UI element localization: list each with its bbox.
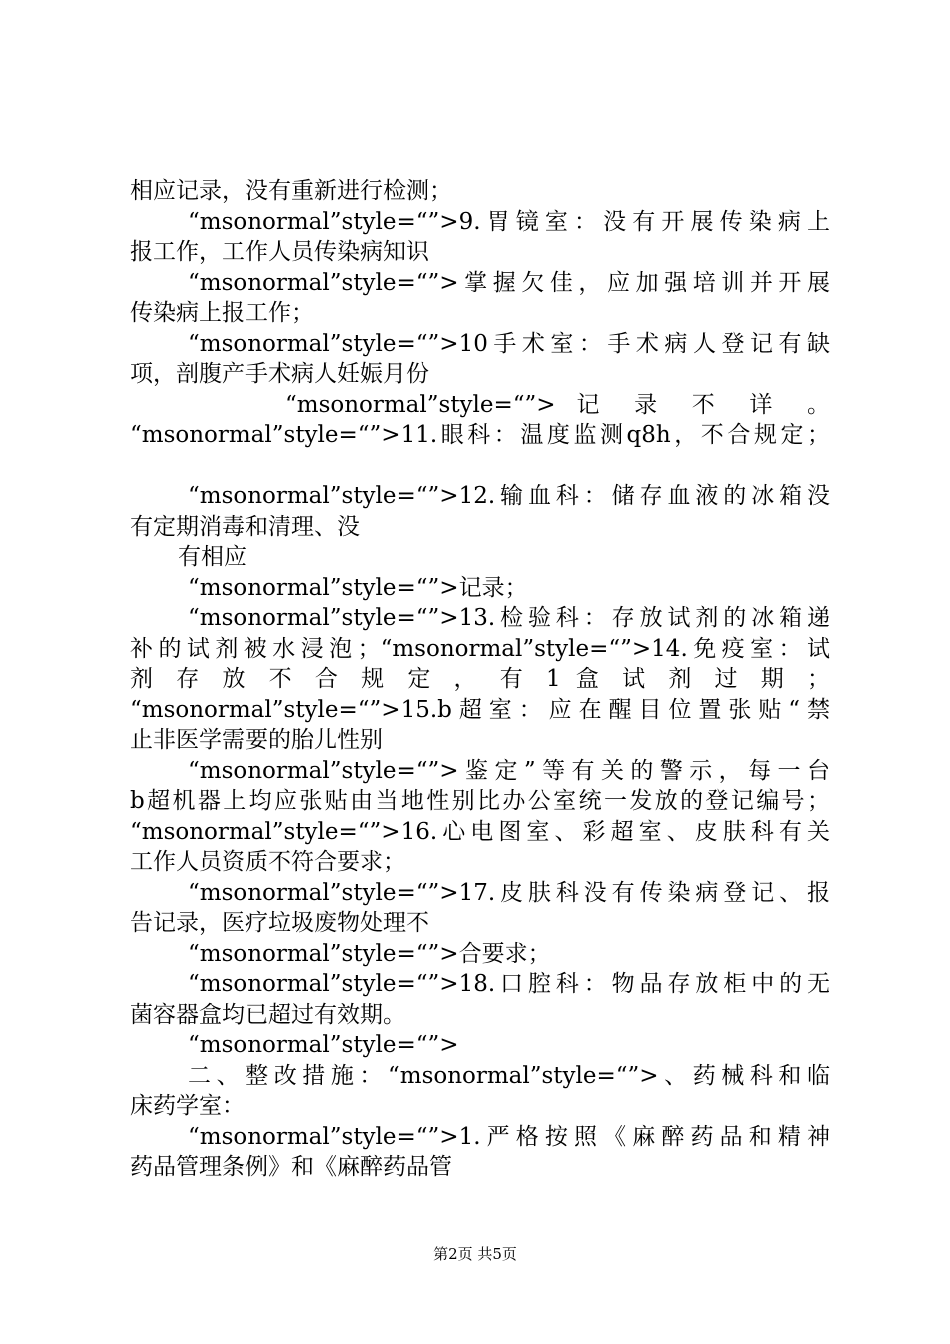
text-line: “msonormal”style=“”>16.心电图室、彩超室、皮肤科有关 [130, 819, 830, 845]
text-line: “msonormal”style=“”>合要求； [188, 941, 551, 967]
text-line: 床药学室： [130, 1093, 245, 1119]
text-line: “msonormal”style=“”>10手术室：手术病人登记有缺 [188, 331, 830, 357]
text-line: “msonormal”style=“”>11.眼科：温度监测q8h，不合规定； [130, 422, 830, 448]
text-line: “msonormal”style=“”> [188, 1032, 459, 1058]
text-line: “msonormal”style=“”>鉴定”等有关的警示，每一台 [188, 758, 830, 784]
text-line: 工作人员资质不符合要求； [130, 849, 406, 875]
text-line: 二、整改措施：“msonormal”style=“”>、药械科和临 [188, 1063, 830, 1089]
text-line: 告记录，医疗垃圾废物处理不 [130, 910, 429, 936]
text-line: 菌容器盒均已超过有效期。 [130, 1002, 406, 1028]
page-footer: 第2页 共5页 [433, 1245, 517, 1263]
text-line: 止非医学需要的胎儿性别 [130, 727, 383, 753]
text-line: 有定期消毒和清理、没 [130, 514, 360, 540]
text-line: “msonormal”style=“”>13.检验科：存放试剂的冰箱递 [188, 605, 830, 631]
text-line: “msonormal”style=“”>18.口腔科：物品存放柜中的无 [188, 971, 830, 997]
text-line: 药品管理条例》和《麻醉药品管 [130, 1154, 452, 1180]
text-line: “msonormal”style=“”>记录； [188, 575, 528, 601]
text-line: “msonormal”style=“”>15.b超室：应在醒目位置张贴“禁 [130, 697, 830, 723]
text-line: 相应记录，没有重新进行检测； [130, 178, 452, 204]
text-line: “msonormal”style=“”>9.胃镜室：没有开展传染病上 [188, 209, 830, 235]
text-line: “msonormal”style=“”>1.严格按照《麻醉药品和精神 [188, 1124, 830, 1150]
text-line: 补的试剂被水浸泡；“msonormal”style=“”>14.免疫室：试 [130, 636, 830, 662]
text-line: 报工作，工作人员传染病知识 [130, 239, 429, 265]
text-line: “msonormal”style=“”> 记 录 不 详 。 [285, 392, 830, 418]
text-line: 项，剖腹产手术病人妊娠月份 [130, 361, 429, 387]
text-line: “msonormal”style=“”>12.输血科：储存血液的冰箱没 [188, 483, 830, 509]
text-line: “msonormal”style=“”>17.皮肤科没有传染病登记、报 [188, 880, 830, 906]
text-line: 剂 存 放 不 合 规 定 ， 有 1 盒 试 剂 过 期 ； [130, 666, 830, 692]
text-line: 有相应 [178, 544, 247, 570]
text-line: 传染病上报工作； [130, 300, 314, 326]
text-line: “msonormal”style=“”>掌握欠佳，应加强培训并开展 [188, 270, 830, 296]
text-line: b超机器上均应张贴由当地性别比办公室统一发放的登记编号； [130, 788, 830, 814]
